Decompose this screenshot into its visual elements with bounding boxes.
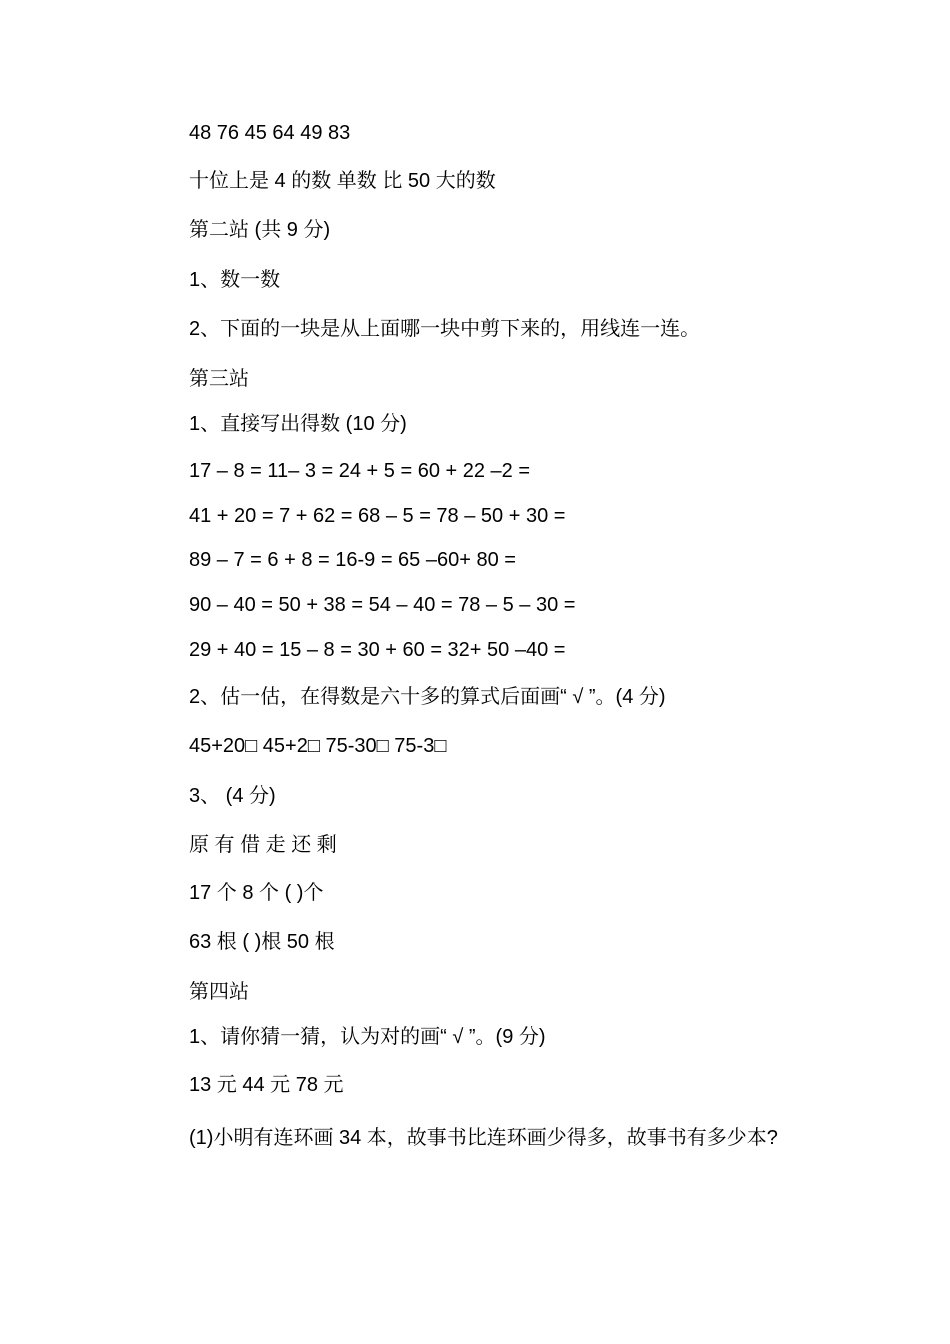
question-estimate: 2、估一估，在得数是六十多的算式后面画“ √ ”。(4 分) (189, 686, 666, 708)
section-heading-station-4: 第四站 (189, 981, 249, 1003)
table-row-1: 17 个 8 个 ( )个 (189, 882, 324, 904)
table-row-2: 63 根 ( )根 50 根 (189, 931, 335, 953)
number-list: 48 76 45 64 49 83 (189, 122, 351, 144)
question-guess: 1、请你猜一猜，认为对的画“ √ ”。(9 分) (189, 1026, 546, 1048)
estimate-items: 45+20□ 45+2□ 75-30□ 75-3□ (189, 735, 447, 757)
question-3: 3、 (4 分) (189, 785, 276, 807)
price-options: 13 元 44 元 78 元 (189, 1074, 344, 1096)
table-header: 原 有 借 走 还 剩 (189, 834, 337, 856)
word-problem-1: (1)小明有连环画 34 本，故事书比连环画少得多，故事书有多少本? (189, 1127, 778, 1149)
question-direct-calc: 1、直接写出得数 (10 分) (189, 413, 407, 435)
question-cut-piece: 2、下面的一块是从上面哪一块中剪下来的，用线连一连。 (189, 318, 701, 340)
section-heading-station-2: 第二站 (共 9 分) (189, 219, 331, 241)
section-heading-station-3: 第三站 (189, 368, 249, 390)
calc-row-3: 89 – 7 = 6 + 8 = 16-9 = 65 –60+ 80 = (189, 549, 516, 571)
question-count: 1、数一数 (189, 269, 281, 291)
calc-row-2: 41 + 20 = 7 + 62 = 68 – 5 = 78 – 50 + 30 = (189, 505, 566, 527)
category-labels: 十位上是 4 的数 单数 比 50 大的数 (189, 170, 496, 192)
calc-row-1: 17 – 8 = 11– 3 = 24 + 5 = 60 + 22 –2 = (189, 460, 531, 482)
calc-row-4: 90 – 40 = 50 + 38 = 54 – 40 = 78 – 5 – 30 = (189, 594, 576, 616)
calc-row-5: 29 + 40 = 15 – 8 = 30 + 60 = 32+ 50 –40 = (189, 639, 566, 661)
